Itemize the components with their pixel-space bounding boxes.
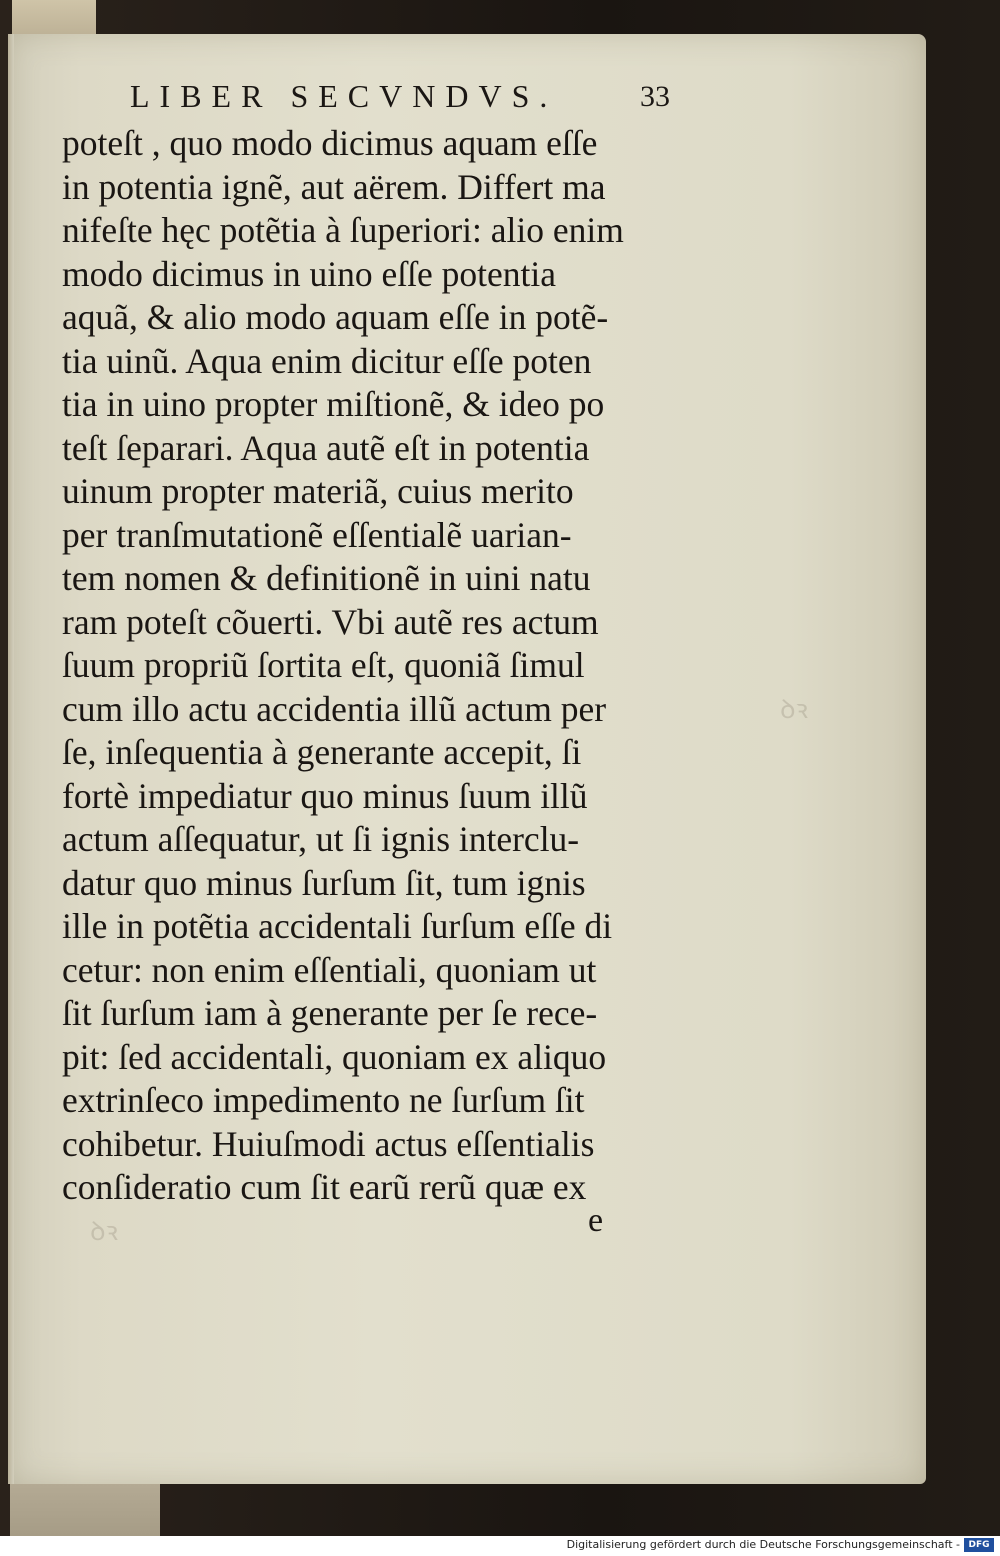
text-line: ſe, inſequentia à generante accepit, ſi: [62, 732, 582, 772]
text-line: teſt ſeparari. Aqua autẽ eſt in potentia: [62, 427, 590, 468]
text-line: conſideratio cum ſit earũ rerũ quæ ex: [62, 1167, 587, 1207]
folio-number: 33: [640, 80, 670, 113]
page-edge: [8, 34, 14, 1484]
text-line: poteſt , quo modo dicimus aquam eſſe: [62, 123, 598, 163]
text-line: cetur: non enim eſſentiali, quoniam ut: [62, 949, 597, 990]
text-line: tia in uino propter miſtionẽ, & ideo po: [62, 384, 605, 424]
text-line: datur quo minus ſurſum ſit, tum ignis: [62, 862, 586, 903]
text-line: tia uinũ. Aqua enim dicitur eſſe poten: [62, 340, 592, 381]
bleed-through-mark: ꝺꝛ: [90, 1217, 118, 1246]
text-line: cohibetur. Huiuſmodi actus eſſentialis: [62, 1123, 595, 1164]
text-line: ram poteſt cõuerti. Vbi autẽ res actum: [62, 601, 599, 642]
text-line: ſuum propriũ ſortita eſt, quoniã ſimul: [62, 645, 585, 685]
text-line: per tranſmutationẽ eſſentialẽ uarian-: [62, 514, 572, 555]
running-head: LIBER SECVNDVS.: [130, 78, 558, 114]
bleed-through-mark: ꝺꝛ: [780, 695, 808, 724]
text-line: uinum propter materiã, cuius merito: [62, 471, 574, 511]
text-line: ſit ſurſum iam à generante per ſe rece-: [62, 993, 598, 1033]
digitization-credit: Digitalisierung gefördert durch die Deutsche Forschungsgemeinschaft -: [566, 1538, 960, 1551]
text-line: actum aſſequatur, ut ſi ignis interclu-: [62, 819, 580, 859]
text-line: fortè impediatur quo minus ſuum illũ: [62, 775, 588, 816]
text-line: pit: ſed accidentali, quoniam ex aliquo: [62, 1036, 607, 1077]
text-line: aquã, & alio modo aquam eſſe in potẽ-: [62, 297, 609, 337]
body-text: [62, 122, 702, 1210]
text-line: nifeſte hęc potẽtia à ſuperiori: alio enim: [62, 210, 624, 250]
dfg-logo: DFG: [964, 1538, 994, 1552]
catchword: e: [588, 1202, 604, 1239]
text-line: tem nomen & definitionẽ in uini natu: [62, 558, 591, 598]
text-line: cum illo actu accidentia illũ actum per: [62, 688, 607, 729]
text-line: in potentia ignẽ, aut aërem. Differt ma: [62, 166, 606, 207]
text-line: ille in potẽtia accidentali ſurſum eſſe di: [62, 906, 613, 946]
text-line: extrinſeco impedimento ne ſurſum ſit: [62, 1080, 585, 1120]
text-line: modo dicimus in uino eſſe potentia: [62, 253, 556, 294]
